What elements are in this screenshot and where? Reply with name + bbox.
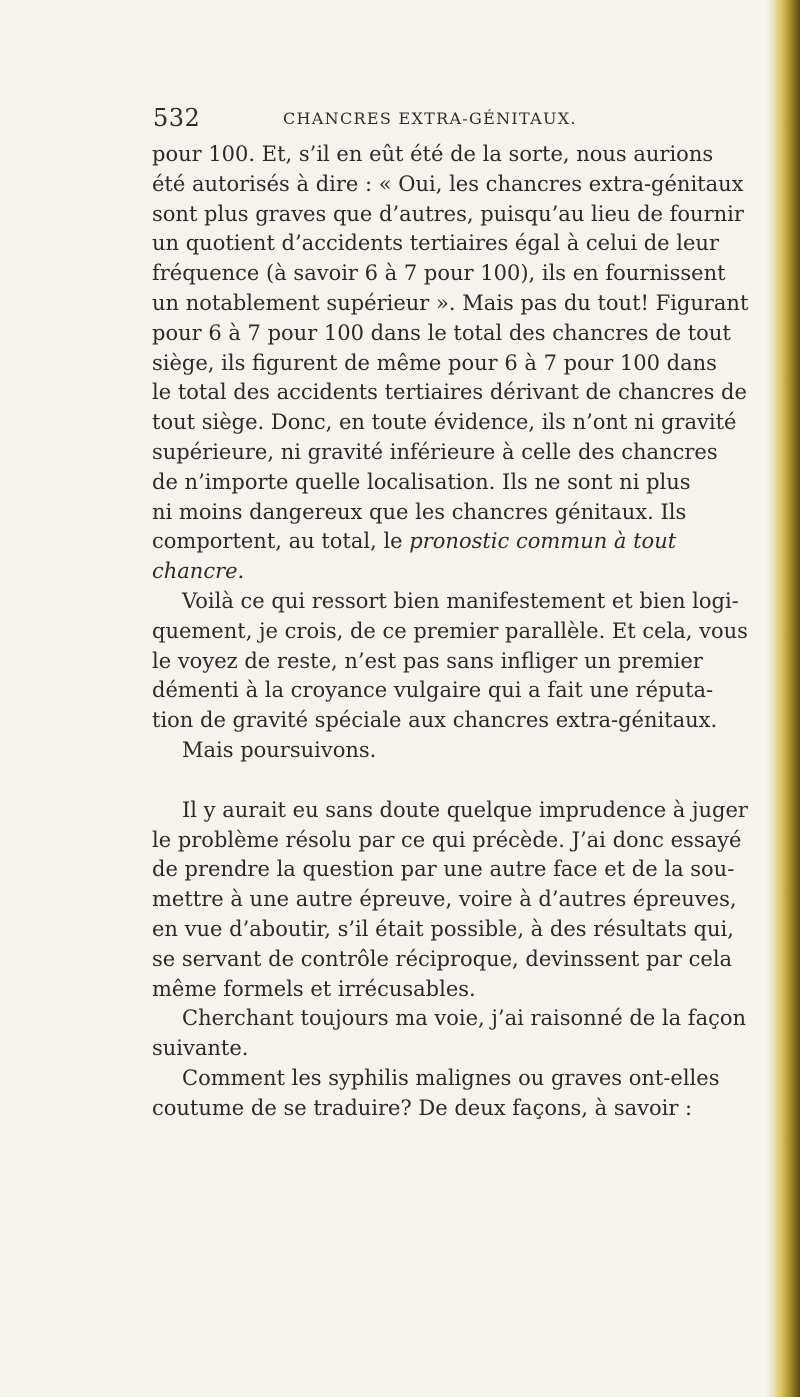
text-line: supérieure, ni gravité inférieure à celle des chancres [152,439,718,464]
text-line: été autorisés à dire : « Oui, les chancres extra-génitaux [152,171,744,196]
text-line: en vue d’aboutir, s’il était possible, à des résultats qui, [152,916,734,941]
paragraph-2 [152,587,795,766]
page-header [153,98,793,134]
paragraph-5 [152,1064,795,1124]
paragraph-4 [152,1004,795,1064]
text-line [152,527,795,557]
text-line: Voilà ce qui ressort bien manifestement et bien logi- [182,588,739,613]
text-line: quement, je crois, de ce premier parallèle. Et cela, vous [152,618,748,643]
text-line: suivante. [152,1036,249,1061]
text-line: Mais poursuivons. [182,737,377,762]
line-text: comportent, au total, le [152,529,403,554]
text-line: Cherchant toujours ma voie, j’ai raisonné de la façon [182,1006,747,1031]
text-line [152,557,795,587]
text-line: mettre à une autre épreuve, voire à d’autres épreuves, [152,887,737,912]
text-line: le total des accidents tertiaires dérivant de chancres de [152,380,747,405]
page-number: 532 [153,104,201,132]
body-text [152,140,795,1124]
text-line: Il y aurait eu sans doute quelque imprudence à juger [182,797,748,822]
italic-phrase: chancre. [152,559,245,584]
paragraph-1 [152,140,795,587]
italic-phrase: pronostic commun à tout [409,529,677,554]
text-line: un quotient d’accidents tertiaires égal à celui de leur [152,231,719,256]
text-line: se servant de contrôle réciproque, devinssent par cela [152,946,733,971]
text-line: de prendre la question par une autre face et de la sou- [152,857,735,882]
text-line: ni moins dangereux que les chancres génitaux. Ils [152,499,687,524]
paragraph-gap [152,766,795,796]
running-head: CHANCRES EXTRA-GÉNITAUX. [283,109,577,128]
text-line: pour 100. Et, s’il en eût été de la sorte, nous aurions [152,142,714,166]
text-line: le problème résolu par ce qui précède. J’ai donc essayé [152,827,742,852]
text-line: tion de gravité spéciale aux chancres extra-génitaux. [152,708,718,733]
text-line: pour 6 à 7 pour 100 dans le total des chancres de tout [152,320,731,345]
text-line: tout siège. Donc, en toute évidence, ils n’ont ni gravité [152,410,737,435]
text-line: de n’importe quelle localisation. Ils ne sont ni plus [152,469,691,494]
text-line: siège, ils figurent de même pour 6 à 7 pour 100 dans [152,350,717,375]
text-line: même formels et irrécusables. [152,976,476,1001]
text-line: le voyez de reste, n’est pas sans infliger un premier [152,648,703,673]
text-line: Comment les syphilis malignes ou graves ont-elles [182,1065,720,1090]
text-line: démenti à la croyance vulgaire qui a fait une réputa- [152,678,714,703]
text-line: sont plus graves que d’autres, puisqu’au lieu de fournir [152,201,744,226]
text-line: fréquence (à savoir 6 à 7 pour 100), ils en fournissent [152,261,726,286]
paragraph-3 [152,796,795,1005]
text-line: un notablement supérieur ». Mais pas du tout! Figurant [152,290,749,315]
text-line: coutume de se traduire? De deux façons, à savoir : [152,1095,693,1120]
